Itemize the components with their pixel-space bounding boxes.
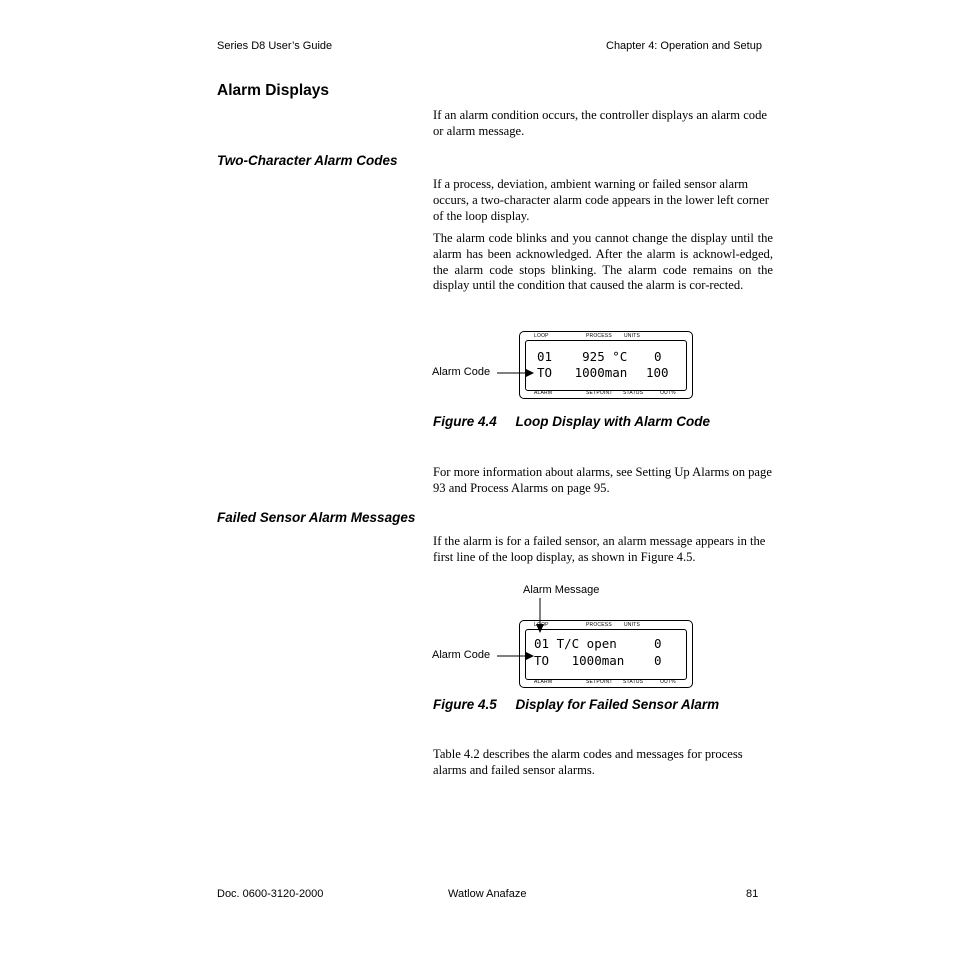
lcd-line-2: TO 1000man — [534, 653, 625, 668]
lcd-screen — [525, 629, 687, 680]
lcd-label-loop: LOOP — [534, 333, 549, 339]
lcd-line-2-output: 0 — [654, 653, 662, 668]
lcd-label-out: OUT% — [660, 679, 676, 685]
intro-paragraph: If an alarm condition occurs, the controller displays an alarm code or alarm message. — [433, 108, 767, 138]
header-left: Series D8 User’s Guide — [217, 40, 333, 52]
callout-arrow — [496, 649, 536, 663]
footer-center: Watlow Anafaze — [448, 888, 527, 900]
lcd-label-units: UNITS — [624, 622, 640, 628]
figure-caption: Figure 4.5 Display for Failed Sensor Alarm — [433, 697, 720, 712]
section-title: Alarm Displays — [217, 82, 329, 99]
lcd-line-1: 01 925 °C — [537, 349, 628, 364]
lcd-label-setpoint: SETPOINT — [586, 679, 613, 685]
subsection-title-failed-sensor: Failed Sensor Alarm Messages — [217, 510, 416, 525]
lcd-line-2: TO 1000man — [537, 365, 628, 380]
loop-display — [519, 331, 693, 399]
lcd-label-setpoint: SETPOINT — [586, 390, 613, 396]
lcd-label-alarm: ALARM — [534, 390, 553, 396]
callout-alarm-code: Alarm Code — [432, 366, 491, 378]
paragraph: If a process, deviation, ambient warning or failed sensor alarm occurs, a two-character alarm code appears in the lower left corner of the loop display. — [433, 177, 770, 223]
lcd-label-process: PROCESS — [586, 333, 612, 339]
callout-alarm-code: Alarm Code — [432, 649, 491, 661]
lcd-line-1-output: 0 — [654, 636, 662, 651]
lcd-line-1: 01 T/C open — [534, 636, 617, 651]
paragraph: The alarm code blinks and you cannot change the display until the alarm has been acknowledged. After the alarm is acknowl-edged, the alarm code stops blinking. The alarm code remains on the display until the condition that caused the alarm is cor-rected. — [433, 231, 773, 293]
lcd-label-process: PROCESS — [586, 622, 612, 628]
paragraph: If the alarm is for a failed sensor, an alarm message appears in the first line of the loop display, as shown in Figure 4.5. — [433, 534, 766, 564]
lcd-screen — [525, 340, 687, 391]
lcd-line-1-output: 0 — [654, 349, 662, 364]
lcd-label-units: UNITS — [624, 333, 640, 339]
subsection-title-alarm-codes: Two-Character Alarm Codes — [217, 153, 398, 168]
figure-caption: Figure 4.4 Loop Display with Alarm Code — [433, 414, 711, 429]
loop-display — [519, 620, 693, 688]
lcd-label-out: OUT% — [660, 390, 676, 396]
lcd-label-alarm: ALARM — [534, 679, 553, 685]
paragraph: For more information about alarms, see Setting Up Alarms on page 93 and Process Alarms on page 95. — [433, 465, 772, 495]
page-number: 81 — [746, 888, 759, 900]
paragraph: Table 4.2 describes the alarm codes and messages for process alarms and failed sensor alarms. — [433, 747, 743, 777]
header-right: Chapter 4: Operation and Setup — [606, 40, 762, 52]
lcd-label-status: STATUS — [623, 390, 644, 396]
callout-arrow — [496, 366, 536, 380]
lcd-line-2-output: 100 — [646, 365, 669, 380]
lcd-label-loop: LOOP — [534, 622, 549, 628]
lcd-label-status: STATUS — [623, 679, 644, 685]
footer-left: Doc. 0600-3120-2000 — [217, 888, 324, 900]
callout-alarm-message: Alarm Message — [523, 584, 600, 596]
